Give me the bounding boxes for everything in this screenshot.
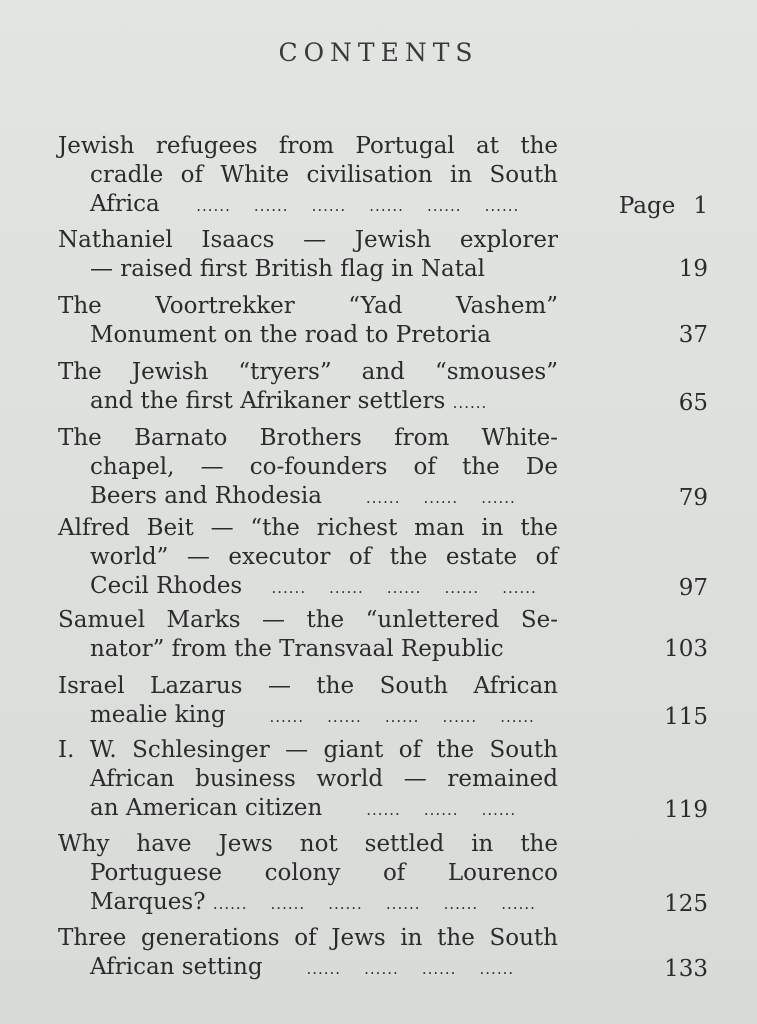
- entry-title-line: African setting: [90, 954, 263, 980]
- entry-title-line: Portuguese colony of Lourenco: [90, 860, 558, 886]
- dot-leaders: ......: [452, 394, 488, 412]
- entry-title-line: Monument on the road to Pretoria: [90, 322, 491, 348]
- page-number: 115: [664, 704, 708, 730]
- toc-entry: [58, 830, 708, 919]
- contents-heading: CONTENTS: [278, 38, 479, 67]
- entry-title-line: Israel Lazarus — the South African: [58, 673, 558, 699]
- entry-title-line: Marques?: [90, 889, 206, 915]
- entry-title-line: chapel, — co-founders of the De: [90, 454, 558, 480]
- entry-title-line: Samuel Marks — the “unlettered Se-: [58, 607, 558, 633]
- page-number: 97: [678, 575, 708, 601]
- dot-leaders: ...... ...... ...... ...... ...... ......: [196, 197, 520, 215]
- dot-leaders: ...... ...... ...... ...... ......: [269, 708, 535, 726]
- toc-entry: [58, 672, 708, 732]
- entry-title-line: cradle of White civilisation in South: [90, 162, 558, 188]
- entry-title-line: an American citizen: [90, 795, 323, 821]
- toc-entry: [58, 514, 708, 603]
- dot-leaders: ...... ...... ...... ...... ...... ......: [212, 895, 536, 913]
- toc-entry: [58, 358, 708, 418]
- entry-title-line: mealie king: [90, 702, 226, 728]
- entry-title-line: Beers and Rhodesia: [90, 483, 322, 509]
- entry-title-line: Jewish refugees from Portugal at the: [58, 133, 558, 159]
- entry-title-line: Cecil Rhodes: [90, 573, 243, 599]
- page-number: 65: [678, 390, 708, 416]
- toc-entry: [58, 132, 708, 221]
- entry-title-line: Three generations of Jews in the South: [58, 925, 558, 951]
- entry-title-line: Alfred Beit — “the richest man in the: [58, 515, 558, 541]
- entry-title-line: and the first Afrikaner settlers: [90, 388, 446, 414]
- entry-title-line: The Jewish “tryers” and “smouses”: [58, 359, 558, 385]
- dot-leaders: ...... ...... ...... ...... ......: [271, 579, 537, 597]
- entry-title-line: nator” from the Transvaal Republic: [90, 636, 504, 662]
- toc-entry: [58, 226, 708, 284]
- entry-title-line: I. W. Schlesinger — giant of the South: [58, 737, 558, 763]
- page-word: Page: [618, 193, 676, 219]
- page-number: 19: [678, 256, 708, 282]
- page-number: 103: [664, 636, 708, 662]
- dot-leaders: ...... ...... ...... ......: [306, 960, 515, 978]
- entry-title-line: Nathaniel Isaacs — Jewish explorer: [58, 227, 558, 253]
- page-number: 125: [664, 891, 708, 917]
- entry-title-line: — raised first British flag in Natal: [90, 256, 486, 282]
- page-number: 119: [664, 797, 708, 823]
- toc-entry: [58, 736, 708, 825]
- entry-title-line: Africa: [90, 191, 160, 217]
- dot-leaders: ...... ...... ......: [366, 801, 517, 819]
- toc-entry: [58, 924, 708, 984]
- entry-title-line: African business world — remained: [90, 766, 558, 792]
- toc-entry: [58, 292, 708, 350]
- entry-title-line: world” — executor of the estate of: [90, 544, 558, 570]
- entry-title-line: The Voortrekker “Yad Vashem”: [58, 293, 558, 319]
- page-number: 1: [693, 193, 708, 219]
- page-number: 37: [678, 322, 708, 348]
- toc-entry: [58, 606, 708, 664]
- dot-leaders: ...... ...... ......: [365, 489, 516, 507]
- page-number: 133: [664, 956, 708, 982]
- entry-title-line: The Barnato Brothers from White-: [58, 425, 558, 451]
- toc-entry: [58, 424, 708, 513]
- page-number: 79: [678, 485, 708, 511]
- entry-title-line: Why have Jews not settled in the: [58, 831, 558, 857]
